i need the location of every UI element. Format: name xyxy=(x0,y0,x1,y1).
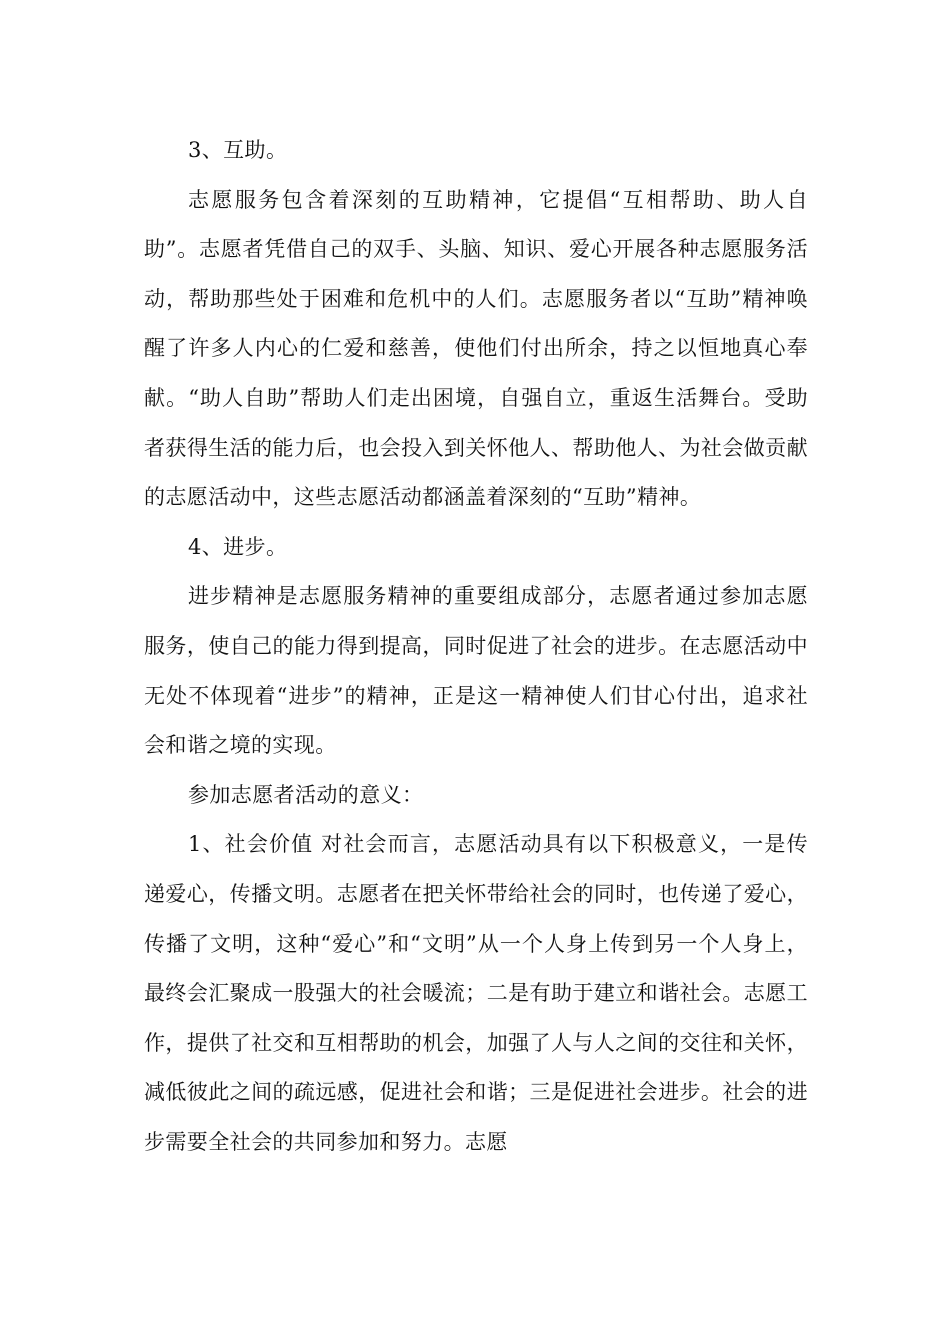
section-heading-significance: 参加志愿者活动的意义： xyxy=(188,782,424,807)
paragraph-mutual-help: 志愿服务包含着深刻的互助精神，它提倡“互相帮助、助人自助”。志愿者凭借自己的双手、头脑、知识、爱心开展各种志愿服务活动，帮助那些处于困难和危机中的人们。志愿服务者以“互助”精神唤醒了许多人内心的仁爱和慈善，使他们付出所余，持之以恒地真心奉献。“助人自助”帮助人们走出困境，自强自立，重返生活舞台。受助者获得生活的能力后，也会投入到关怀他人、帮助他人、为社会做贡献的志愿活动中，这些志愿活动都涵盖着深刻的“互助”精神。 xyxy=(144,187,808,510)
document-body xyxy=(144,126,808,1167)
paragraph-social-value: 1、社会价值 对社会而言，志愿活动具有以下积极意义，一是传递爱心，传播文明。志愿者在把关怀带给社会的同时，也传递了爱心，传播了文明，这种“爱心”和“文明”从一个人身上传到另一个人身上，最终会汇聚成一股强大的社会暖流；二是有助于建立和谐社会。志愿工作，提供了社交和互相帮助的机会，加强了人与人之间的交往和关怀，减低彼此之间的疏远感，促进社会和谐；三是促进社会进步。社会的进步需要全社会的共同参加和努力。志愿 xyxy=(144,832,808,1154)
section-heading-mutual-help: 3、互助。 xyxy=(188,138,288,162)
section-heading-progress: 4、进步。 xyxy=(188,534,288,559)
paragraph-progress: 进步精神是志愿服务精神的重要组成部分，志愿者通过参加志愿服务，使自己的能力得到提高，同时促进了社会的进步。在志愿活动中无处不体现着“进步”的精神，正是这一精神使人们甘心付出，追求社会和谐之境的实现。 xyxy=(144,584,808,758)
